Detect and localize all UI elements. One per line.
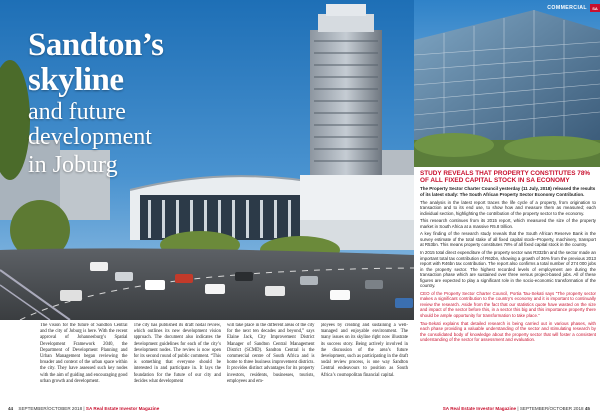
sidebar-heading: STUDY REVEALS THAT PROPERTY CONSTITUTES 78% OF ALL FIXED CAPITAL STOCK IN SA ECONOMY bbox=[420, 170, 591, 185]
right-page bbox=[414, 0, 600, 419]
magazine-logo-icon: SA bbox=[590, 4, 600, 12]
article-column-4: ployees by creating and sustaining a well-managed and enjoyable environment. The many issues on its skyline right now illustrate its success story. Being actively involved in the discussion of the area’s future development, such as participating in the draft nodal review process, is one way Sandton Central endeavours to position as South Africa’s cosmopolitan financial capital. bbox=[320, 323, 408, 378]
sidebar-paragraph: A key finding of the research study reveals that the South African Reserve Bank in the survey estimate of the total stake of all fixed capital stock–Property, machinery, transport at R53bn. This means property constitutes 78% of all fixed capital stock in the country. bbox=[420, 231, 596, 248]
article-column-1: The vision for the future of Sandton Central and the city of Joburg is here. With the recent approval of Johannesburg’s Spatial Development Framework 2040, the Department of Development Planning and Urban Management began reviewing the broader and context of the urban space within the city. They have assessed such key nodes with the aim of guiding and encouraging good urban growth and development. bbox=[40, 323, 128, 384]
folio-left bbox=[8, 406, 159, 411]
sidebar-paragraph: Tau-Sekati explains that detailed research is being carried out in various phases, with each phase providing a valuable understanding of the sector and stimulating research by the consolidated body of knowledge about the property sector that will foster a consistent understanding of the sector for assessment and evaluation. bbox=[420, 320, 596, 343]
article-headline bbox=[28, 28, 248, 178]
folio-right bbox=[443, 406, 594, 411]
folio-left-magazine: SA Real Estate Investor Magazine bbox=[85, 406, 160, 411]
section-tab bbox=[547, 4, 600, 12]
sidebar-article bbox=[420, 170, 596, 406]
folio-right-date: | SEPTEMBER/OCTOBER 2018 bbox=[517, 406, 584, 411]
article-column-3: will take place in the different areas of the city for the next ten decades and beyond,” says Elaine Jack, City Improvement District Manager of Sandton Central Management District (SCMD). Sandton Central is the commercial centre of South Africa and is home to three business improvement districts. It provides distinct advantages for its property investors, residents, businesses, tourists, employees and em- bbox=[227, 323, 315, 384]
sidebar-paragraph: The analysis in the latest report traces the life cycle of a property, from origination to transaction and to its end use, to show how and measure them as measured; each individual section, highlighting the contribution of the property sector to the economy. bbox=[420, 199, 596, 216]
sidebar-paragraph: CEO of the Property Sector Charter Council, Portia Tau-Sekati says “The property sector makes a significant contribution to the country’s economy and it is important to continually review the research. Aside from the fact that our statistics quote have wasted on the size and impact of the sector before this, in a sector this big and this importance property there should be ample opportunity for transformation to take place.” bbox=[420, 290, 596, 318]
article-column-2: The city has published its draft nodal review, which outlines its new development vision approach. The document also indicates the development guidelines for each of the city’s development nodes. The review is now open for its second round of public comment. “This is something that everyone should be interested in and participate in. It lays the foundation for the future of our city and decides what development bbox=[133, 323, 221, 384]
headline-line-2: and future development bbox=[28, 99, 152, 151]
section-label: COMMERCIAL bbox=[547, 5, 587, 11]
sidebar-lead: The Property Sector Charter Council yesterday (11 July, 2018) released the results of its latest study: The South African Property Sector Economy Contribution. bbox=[420, 186, 596, 197]
sidebar-paragraph: In 2015 total direct expenditure of the property sector was R332bn and the sector made an important total tax contribution of R62bn, showing a growth of 36% from the previous 2013 report with R46bn tax contribution. The report also confirms a total number of 274 000 jobs in the property sector. The highest recorded levels of employment are during the transaction phase which are sustained over three versus project-based jobs. All of these figures are expected to play a significant role in the socio-economic transformation of the country. bbox=[420, 249, 596, 289]
building-photo bbox=[414, 0, 600, 167]
sidebar-paragraph: This research continues from its 2015 report, which measured the size of the property market in South Africa at a massive R5.8 trillion. bbox=[420, 218, 596, 229]
folio-left-date: SEPTEMBER/OCTOBER 2018 | bbox=[18, 406, 85, 411]
page-number-left: 44 bbox=[8, 406, 14, 411]
folio-right-magazine: SA Real Estate Investor Magazine bbox=[442, 406, 517, 411]
page-number-right: 45 bbox=[584, 406, 590, 411]
headline-line-1: Sandton’s skyline bbox=[28, 27, 164, 98]
headline-line-3: in Joburg bbox=[28, 151, 118, 178]
article-body bbox=[12, 323, 408, 403]
